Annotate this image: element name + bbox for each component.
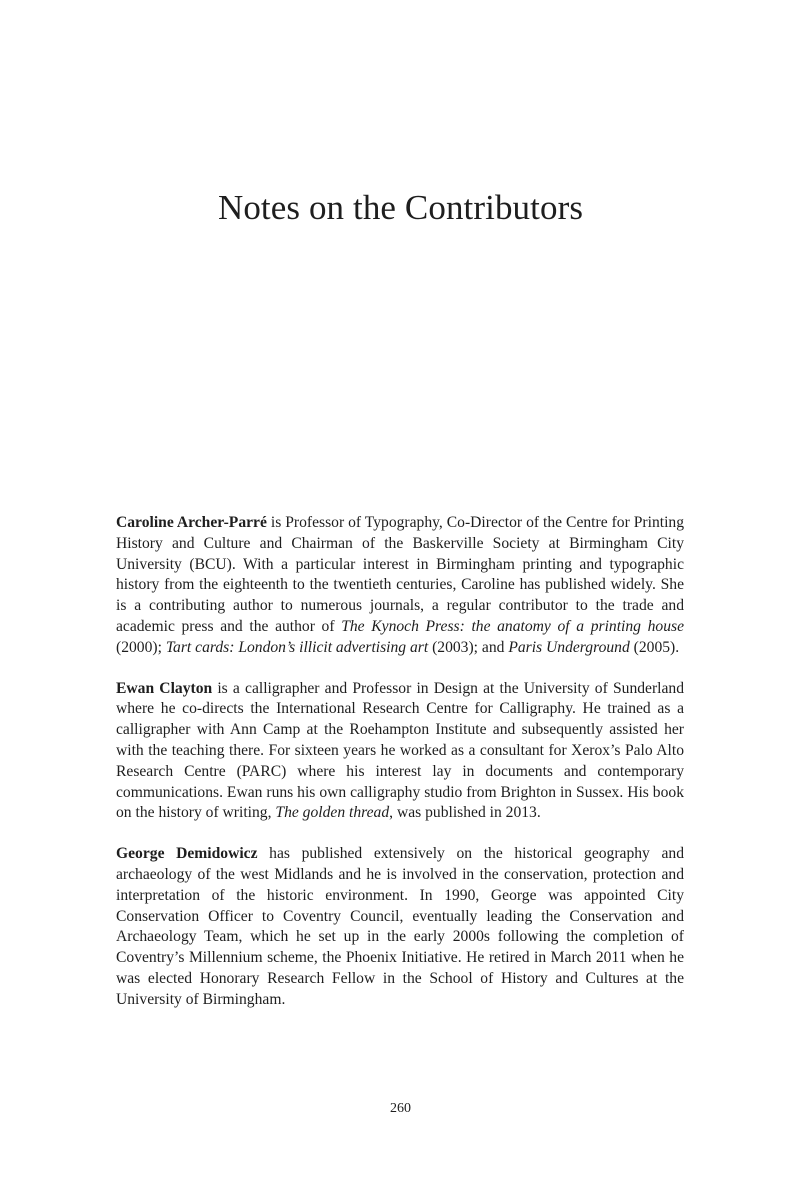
- contributor-entries: [116, 513, 684, 1031]
- entry-text: (2000);: [116, 638, 166, 656]
- entry-text: is a calligrapher and Professor in Design at the University of Sunderland where he co-directs the International Research Centre for Calligraphy. He trained as a calligrapher with Ann Camp at the Roehampton Institute and subsequently assisted her with the teaching there. For sixteen years he worked as a consultant for Xerox’s Palo Alto Research Centre (PARC) where his interest lay in documents and contemporary communications. Ewan runs his own calligraphy studio from Brighton in Sussex. His book on the history of writing,: [116, 679, 684, 822]
- page-number: 260: [390, 1101, 411, 1116]
- contributor-name: Caroline Archer-Parré: [116, 514, 267, 531]
- contributor-entry: [116, 844, 684, 1010]
- entry-text: , was published in 2013.: [389, 804, 541, 822]
- book-title: Tart cards: London’s illicit advertising art: [165, 638, 429, 656]
- book-title: The golden thread: [275, 804, 390, 822]
- book-title: Paris Underground: [508, 638, 630, 656]
- page-title: Notes on the Contributors: [217, 188, 584, 227]
- entry-text: (2005).: [629, 638, 680, 656]
- entry-text: is Professor of Typography, Co-Director of the Centre for Printing History and Culture and Chairman of the Baskerville Society at Birmingham City University (BCU). With a particular interest in Birmingham printing and typographic history from the eighteenth to the twentieth centuries, Caroline has published widely. She is a contributing author to numerous journals, a regular contributor to the trade and academic press and the author of: [116, 514, 684, 635]
- contributor-name: George Demidowicz: [116, 845, 258, 863]
- contributor-entry: [116, 513, 684, 659]
- contributor-entry: [116, 679, 684, 825]
- contributor-name: Ewan Clayton: [116, 679, 213, 697]
- entry-text: has published extensively on the historical geography and archaeology of the west Midlands and he is involved in the conservation, protection and interpretation of the historic environment. In 1990, George was appointed City Conservation Officer to Coventry Council, eventually leading the Conservation and Archaeology Team, which he set up in the early 2000s following the completion of Coventry’s Millennium scheme, the Phoenix Initiative. He retired in March 2011 when he was elected Honorary Research Fellow in the School of History and Cultures at the University of Birmingham.: [116, 845, 684, 1008]
- entry-text: (2003); and: [428, 638, 509, 656]
- book-title: The Kynoch Press: the anatomy of a printing house: [341, 617, 684, 635]
